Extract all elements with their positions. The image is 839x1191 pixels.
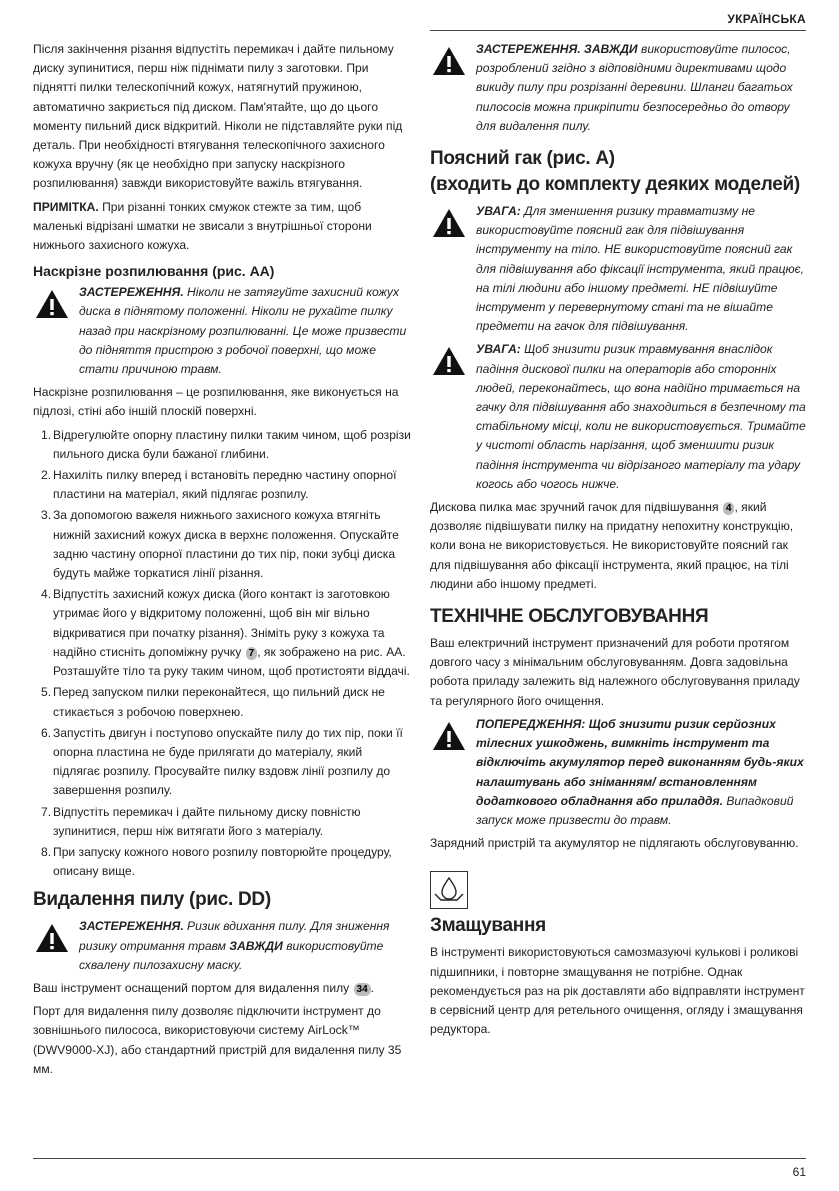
warning-label: ЗАСТЕРЕЖЕННЯ. ЗАВЖДИ (476, 42, 638, 56)
list-item: 1. Відрегулюйте опорну пластину пилки таким чином, щоб розрізи пильного диска були бажаної глибини. (41, 427, 411, 461)
list-item: 2. Нахиліть пилку вперед і встановіть передню частину опорної пластини на матеріал, який підлягає розпилу. (41, 468, 397, 502)
callout-badge: 7 (246, 647, 258, 660)
maintenance-heading: ТЕХНІЧНЕ ОБСЛУГОВУВАННЯ (430, 606, 709, 628)
list-item: 6. Запустіть двигун і поступово опускайте пилу до тих пір, поки її опорна пластина не буде прилягати до матеріалу, який підлягає розпилу. Просувайте пилку вздовж лінії розпилу до завершення розпилу. (41, 725, 403, 798)
warning-bold-text: ПОПЕРЕДЖЕННЯ: Щоб знизити ризик серйозних тілесних ушкоджень, вимкніть інструмент та відключіть акумулятор перед виконанням будь-яких налаштувань або зніманням/ встановленням додаткового обладнання або приладдя. (476, 716, 804, 808)
warning-triangle-icon (432, 346, 466, 376)
right-column (430, 40, 806, 1043)
warning-text: Ніколи не затягуйте захисний кожух диска в піднятому положенні. Ніколи не рухайте пилку назад при наскрізному розпилюванні. Це може призвести до підняття пристрою з робочої поверхні, що може стати причиною травм. (79, 285, 407, 377)
lubrication-heading: Змащування (430, 915, 546, 937)
dust-extraction-heading: Видалення пилу (рис. DD) (33, 889, 271, 911)
warning-triangle-icon (35, 923, 69, 953)
note-label: ПРИМІТКА. (33, 199, 99, 214)
plunge-intro: Наскрізне розпилювання – це розпилювання, яке виконується на підлозі, стіні або іншій плоскій поверхні. (33, 385, 399, 419)
warning-label: ЗАСТЕРЕЖЕННЯ. (79, 285, 184, 300)
note-paragraph (33, 198, 411, 256)
hanging-hook-paragraph: Дискова пилка має зручний гачок для підвішування 4 , який дозволяє підвішувати пилку на придатну непохитну конструкцію, коли вона не використовується. Не використовуйте поясний гак для підвішування або фіксації інструмента, який працює, на тілі людини або іншому предметі. (430, 500, 794, 591)
page-number: 61 (792, 1165, 806, 1179)
left-column (33, 40, 411, 1083)
maintenance-paragraph: Ваш електричний інструмент призначений для роботи протягом довгого часу з мінімальним обслуговуванням. Довга задовільна робота приладу залежить від належного обслуговування приладу та регулярного його очищення. (430, 636, 800, 708)
lubrication-paragraph: В інструменті використовуються самозмазуючі кулькові і роликові підшипники, і повторне змащування не потрібне. Однак рекомендується раз на рік доставляти або відправляти інструмент в сервісний центр для ретельного очищення, огляду і змащування редуктора. (430, 945, 805, 1037)
header-rule (430, 30, 806, 31)
charger-paragraph: Зарядний пристрій та акумулятор не підлягають обслуговуванню. (430, 836, 799, 851)
list-item: 4. Відпустіть захисний кожух диска (його контакт із заготовкою утримає його у відкритому положенні, щоб він міг вільно відкриватися при початку різання). Зніміть руку з кожуха та надійно стисніть допоміжну ручку 7 , як зображено на рис. АА. Розташуйте тіло та руку таким чином, щоб протистояти віддачі. (41, 587, 410, 679)
warning-label: УВАГА: (476, 342, 521, 357)
callout-badge: 34 (354, 983, 371, 996)
language-header: УКРАЇНСЬКА (727, 12, 806, 26)
warning-triangle-icon (432, 721, 466, 751)
vacuum-warning: ЗАСТЕРЕЖЕННЯ. ЗАВЖДИ використовуйте пилосос, розроблений згідно з відповідними директивами щодо викиду пилу при розрізанні деревини. Шланги багатьох пилососів можна прикріпити безпосередньо до отвору для видалення пилу. (430, 40, 806, 136)
plunge-steps-list (33, 426, 411, 882)
plunge-warning (33, 283, 411, 379)
list-item: 3. За допомогою важеля нижнього захисного кожуха втягніть нижній захисний кожух диска в верхнє положення. Опускайте задню частину опорної пластини до тих пір, поки зубці диска будуть майже торкатися лінії різання. (41, 508, 399, 581)
dust-port-paragraph: Ваш інструмент оснащений портом для видалення пилу 34 . (33, 980, 375, 995)
maintenance-warning: ПОПЕРЕДЖЕННЯ: Щоб знизити ризик серйозних тілесних ушкоджень, вимкніть інструмент та відключіть акумулятор перед виконанням будь-яких налаштувань або зніманням/ встановленням додаткового обладнання або приладдя. Випадковий запуск може призвести до травм. (430, 715, 806, 830)
list-item: 7. Відпустіть перемикач і дайте пильному диску повністю зупинитися, перш ніж витягати його з матеріалу. (41, 804, 361, 838)
footer-rule (33, 1158, 806, 1159)
paragraph-release-switch: Після закінчення різання відпустіть перемикач і дайте пильному диску зупинитися, перш ніж піднімати пилу з заготовки. При піднятті пилки телескопічний кожух, натягнутий пружиною, автоматично закриється під диском. Пам'ятайте, що до цього моменту пильний диск відкритий. Ніколи не підставляйте руки під деталь. При необхідності втягування телескопічного захисного кожуха вручну (як це необхідно при запуску наскрізного розпилювання) завжди використовуйте важіль втягування. (33, 42, 403, 191)
warning-label: УВАГА: (476, 204, 521, 219)
warning-triangle-icon (432, 208, 466, 238)
belt-hook-heading: Поясний гак (рис. A) (входить до комплекту деяких моделей) (430, 148, 800, 196)
warning-label: ЗАСТЕРЕЖЕННЯ. (79, 919, 184, 934)
warning-triangle-icon (432, 46, 466, 76)
belt-hook-warning: УВАГА: Для зменшення ризику травматизму не використовуйте поясний гак для підвішування інструменту на тіло. НЕ використовуйте поясний гак для підвішування або фіксації інструмента, який працює, на тілі людини або іншому предметі. НЕ підвішуйте інструмент у перевернутому стані та не вішайте предмети на гачок для підвішування. (430, 202, 806, 336)
list-item: 8. При запуску кожного нового розпилу повторюйте процедуру, описану вище. (41, 844, 392, 879)
lubrication-icon (430, 871, 468, 909)
hanging-hook-warning: УВАГА: Щоб знизити ризик травмування внаслідок падіння дискової пилки на операторів або сторонніх людей, переконайтесь, що вона надійно тримається на гачку для підвішування або знаходиться в безпечному та стабільному місці, коли не використовується. Тримайте у чистоті область нарізання, щоб зменшити ризик падіння інструмента чи відрізаного матеріалу та удару когось або чогось нижче. (430, 340, 806, 494)
dust-warning: ЗАСТЕРЕЖЕННЯ. Ризик вдихання пилу. Для зниження ризику отримання травм ЗАВЖДИ використовуйте схвалену пилозахисну маску. (33, 917, 411, 975)
note-text: При різанні тонких смужок стежте за тим, щоб маленькі відрізані шматки не звисали з внутрішньої сторони нижнього захисного кожуха. (33, 199, 372, 253)
list-item: 5. Перед запуском пилки переконайтеся, що пильний диск не стикається з робочою поверхнею. (41, 685, 385, 719)
plunge-cut-heading: Наскрізне розпилювання (рис. АА) (33, 263, 275, 280)
callout-badge: 4 (723, 502, 735, 515)
warning-triangle-icon (35, 289, 69, 319)
dust-port-details: Порт для видалення пилу дозволяє підключити інструмент до зовнішнього пилососа, використовуючи систему AirLock™ (DWV9000-XJ), або стандартний пристрій для видалення пилу 35 мм. (33, 1004, 402, 1076)
oil-drop-icon (431, 872, 467, 908)
